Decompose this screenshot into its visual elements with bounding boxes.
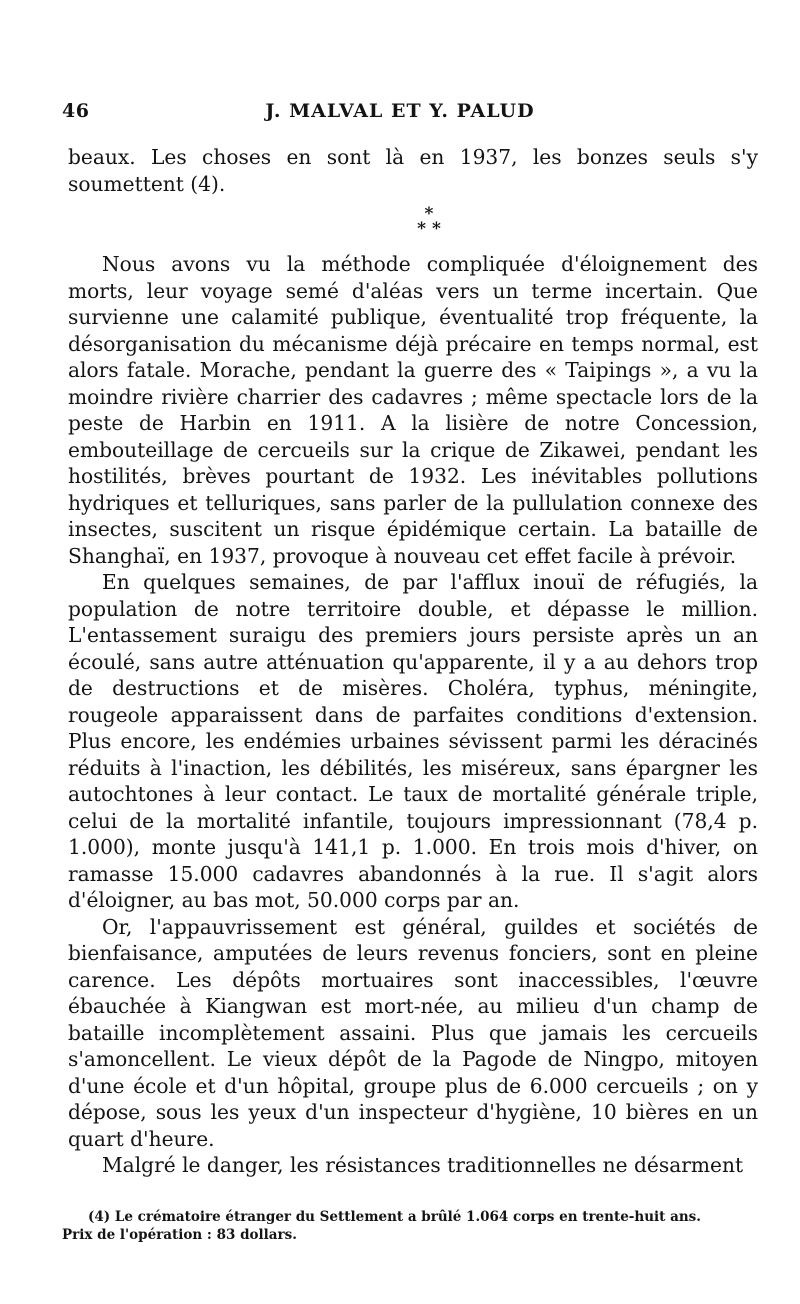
asterism-bottom: * * (417, 219, 441, 239)
running-title: J. MALVAL ET Y. PALUD (265, 100, 535, 122)
paragraph-1: beaux. Les choses en sont là en 1937, les bonzes seuls s'y soumettent (4). (68, 145, 758, 196)
section-asterism (68, 204, 758, 239)
running-header (0, 100, 800, 130)
paragraph-5: Malgré le danger, les résistances traditionnelles ne désarment (102, 1153, 744, 1177)
paragraph-2: Nous avons vu la méthode compliquée d'éloignement des morts, leur voyage semé d'aléas vers un terme incertain. Que survienne une calamité publique, éventualité trop fréquente, la désorganisation du mécanisme déjà précaire en temps normal, est alors fatale. Morache, pendant la guerre des « Taipings », a vu la moindre rivière charrier des cadavres ; même spectacle lors de la peste de Harbin en 1911. A la lisière de notre Concession, embouteillage de cercueils sur la crique de Zikawei, pendant les hostilités, brèves pourtant de 1932. Les inévitables pollutions hydriques et telluriques, sans parler de la pullulation connexe des insectes, suscitent un risque épidémique certain. La bataille de Shanghaï, en 1937, provoque à nouveau cet effet facile à prévoir. (68, 252, 758, 568)
footnote-line-2: Prix de l'opération : 83 dollars. (62, 1227, 297, 1243)
page-number: 46 (62, 100, 90, 122)
paragraph-4: Or, l'appauvrissement est général, guildes et sociétés de bienfaisance, amputées de leurs revenus fonciers, sont en pleine carence. Les dépôts mortuaires sont inaccessibles, l'œuvre ébauchée à Kiangwan est mort-née, au milieu d'un champ de bataille incomplètement assaini. Plus que jamais les cercueils s'amoncellent. Le vieux dépôt de la Pagode de Ningpo, mitoyen d'une école et d'un hôpital, groupe plus de 6.000 cercueils ; on y dépose, sous les yeux d'un inspecteur d'hygiène, 10 bières en un quart d'heure. (68, 914, 758, 1151)
body-text (68, 144, 758, 1179)
footnote (62, 1208, 762, 1244)
asterism-top: * (424, 204, 434, 224)
paragraph-3: En quelques semaines, de par l'afflux inouï de réfugiés, la population de notre territoire double, et dépasse le million. L'entassement suraigu des premiers jours persiste après un an écoulé, sans autre atténuation qu'apparente, il y a au dehors trop de destructions et de misères. Choléra, typhus, méningite, rougeole apparaissent dans de parfaites conditions d'extension. Plus encore, les endémies urbaines sévissent parmi les déracinés réduits à l'inaction, les débilités, les miséreux, sans épargner les autochtones à leur contact. Le taux de mortalité générale triple, celui de la mortalité infantile, toujours impressionnant (78,4 p. 1.000), monte jusqu'à 141,1 p. 1.000. En trois mois d'hiver, on ramasse 15.000 cadavres abandonnés à la rue. Il s'agit alors d'éloigner, au bas mot, 50.000 corps par an. (68, 570, 758, 912)
footnote-line-1: (4) Le crématoire étranger du Settlement a brûlé 1.064 corps en trente-huit ans. (88, 1209, 701, 1225)
